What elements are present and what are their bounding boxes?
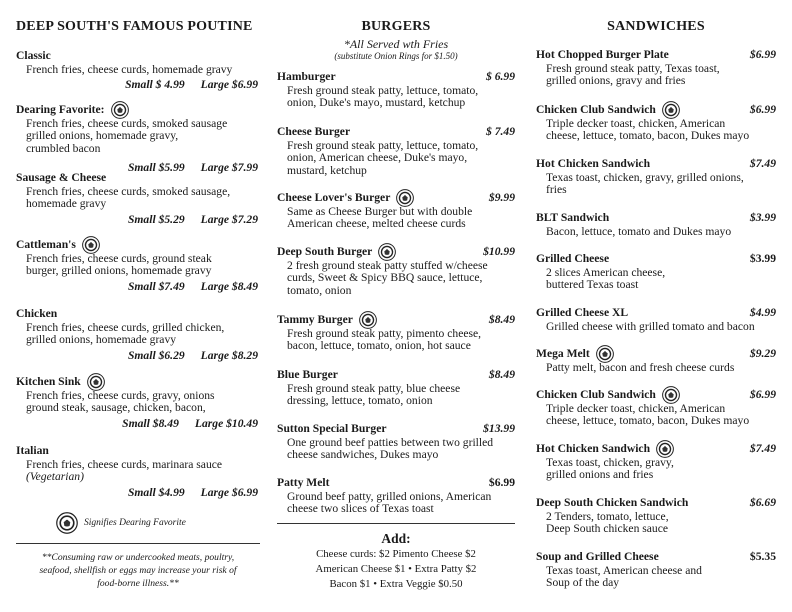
item-note: (Vegetarian) — [26, 470, 84, 484]
small-price: Small $8.49 — [122, 416, 179, 430]
add-ons-line: American Cheese $1 • Extra Patty $2 — [315, 563, 477, 575]
item-desc: American cheese, melted cheese curds — [287, 217, 466, 231]
menu-item-sutton-special-burger — [277, 421, 515, 462]
item-desc: French fries, cheese curds, gravy, onions — [26, 389, 215, 402]
item-desc: cheese two slices of Texas toast — [287, 502, 434, 516]
poutine-title: DEEP SOUTH'S FAMOUS POUTINE — [16, 19, 253, 34]
item-desc: buttered Texas toast — [546, 278, 639, 292]
footnote-line: food-borne illness.** — [97, 578, 179, 589]
item-price: $13.99 — [483, 421, 515, 435]
item-desc: Same as Cheese Burger but with double — [287, 205, 473, 218]
item-desc: onion, American cheese, Duke's mayo, — [287, 151, 468, 165]
item-name: Sausage & Cheese — [16, 170, 107, 184]
burgers-title: BURGERS — [361, 19, 431, 34]
item-desc: cheese, lettuce, tomato, bacon, Dukes mayo — [546, 129, 750, 143]
item-desc: crumbled bacon — [26, 141, 101, 155]
item-desc: One ground beef patties between two grilled — [287, 436, 494, 449]
item-price: $4.99 — [749, 305, 776, 319]
item-price: $8.49 — [488, 367, 515, 381]
item-desc: 2 slices American cheese, — [546, 266, 666, 279]
item-price: $9.99 — [488, 190, 515, 204]
item-desc: mustard, ketchup — [287, 163, 367, 177]
item-name: Hot Chicken Sandwich — [536, 156, 651, 170]
item-desc: Deep South chicken sauce — [546, 522, 669, 536]
item-name: Deep South Burger — [277, 244, 373, 258]
item-desc: Patty melt, bacon and fresh cheese curds — [546, 361, 735, 374]
item-desc: 2 Tenders, tomato, lettuce, — [546, 510, 669, 523]
item-desc: Ground beef patty, grilled onions, American — [287, 490, 492, 503]
item-name: Italian — [16, 443, 49, 457]
favorite-legend — [56, 512, 186, 534]
item-price: $6.99 — [749, 102, 776, 116]
menu-item-hot-chopped-burger-plate — [536, 47, 776, 88]
item-name: BLT Sandwich — [536, 210, 610, 224]
item-desc: ground steak, sausage, chicken, bacon, — [26, 401, 206, 415]
item-price: $ 7.49 — [486, 124, 515, 138]
item-name: Cattleman's — [16, 237, 76, 251]
item-desc: French fries, cheese curds, ground steak — [26, 252, 212, 265]
item-desc: burger, grilled onions, homemade gravy — [26, 264, 212, 278]
item-name: Hamburger — [277, 69, 336, 83]
item-name: Soup and Grilled Cheese — [536, 549, 659, 563]
item-name: Cheese Burger — [277, 124, 351, 138]
menu-item-grilled-cheese — [536, 251, 776, 292]
menu-item-hot-chicken-sandwich — [536, 156, 776, 197]
item-desc: dressing, lettuce, tomato, onion — [287, 394, 433, 408]
menu-item-mega-melt — [536, 346, 776, 374]
footnote-line: **Consuming raw or undercooked meats, poultry, — [41, 552, 235, 563]
item-desc: Texas toast, chicken, gravy, — [546, 456, 674, 469]
menu-item-kitchen-sink — [16, 374, 260, 430]
item-name: Chicken — [16, 306, 58, 320]
item-name: Cheese Lover's Burger — [277, 190, 391, 204]
item-name: Sutton Special Burger — [277, 421, 387, 435]
menu-item-blt-sandwich — [536, 210, 776, 238]
item-price: $3.99 — [749, 210, 776, 224]
item-desc: Triple decker toast, chicken, American — [546, 402, 726, 415]
menu-item-classic — [16, 48, 260, 92]
menu-item-cattlemans — [16, 237, 260, 293]
add-ons-line: Cheese curds: $2 Pimento Cheese $2 — [316, 548, 476, 560]
menu-item-chicken — [16, 306, 260, 362]
menu-item-cheese-lovers-burger — [277, 190, 515, 231]
item-desc: Grilled cheese with grilled tomato and bacon — [546, 320, 755, 333]
item-desc: grilled onions and fries — [546, 468, 654, 482]
item-name: Chicken Club Sandwich — [536, 387, 656, 401]
food-safety-footnote — [16, 551, 260, 590]
item-desc: Triple decker toast, chicken, American — [546, 117, 726, 130]
item-name: Classic — [16, 48, 51, 62]
item-desc: curds, Sweet & Spicy BBQ sauce, lettuce, — [287, 271, 483, 285]
item-name: Blue Burger — [277, 367, 338, 381]
item-price: $8.49 — [488, 312, 515, 326]
item-price: $5.35 — [749, 549, 776, 563]
item-desc: 2 fresh ground steak patty stuffed w/cheese — [287, 259, 488, 272]
item-price: $10.99 — [483, 244, 515, 258]
item-price: $6.99 — [749, 387, 776, 401]
large-price: Large $8.49 — [200, 279, 258, 293]
item-desc: onion, Duke's mayo, mustard, ketchup — [287, 96, 466, 110]
sandwiches-column — [536, 0, 776, 612]
small-price: Small $7.49 — [127, 279, 185, 293]
item-desc: French fries, cheese curds, homemade gravy — [26, 63, 233, 76]
divider — [277, 523, 515, 524]
item-price: $6.69 — [749, 495, 776, 509]
dearing-favorite-badge-icon — [56, 512, 78, 534]
burgers-subnote: (substitute Onion Rings for $1.50) — [334, 51, 458, 61]
menu-item-grilled-cheese-xl — [536, 305, 776, 333]
small-price: Small $6.29 — [127, 348, 185, 362]
item-price: $6.99 — [488, 475, 515, 489]
large-price: Large $8.29 — [200, 348, 258, 362]
item-name: Hot Chicken Sandwich — [536, 441, 651, 455]
item-price: $6.99 — [749, 47, 776, 61]
large-price: Large $7.29 — [200, 212, 258, 226]
item-name: Tammy Burger — [277, 312, 353, 326]
small-price: Small $4.99 — [127, 485, 185, 499]
menu-item-sausage-cheese — [16, 170, 260, 226]
menu-item-deep-south-burger — [277, 244, 515, 297]
menu-item-patty-melt — [277, 475, 515, 516]
item-price: $3.99 — [749, 251, 776, 265]
item-desc: fries — [546, 183, 567, 197]
item-price: $7.49 — [749, 441, 776, 455]
menu-item-italian — [16, 443, 260, 499]
item-desc: cheese, lettuce, tomato, bacon, Dukes mayo — [546, 414, 750, 428]
poutine-column — [16, 0, 260, 612]
item-desc: French fries, cheese curds, smoked sausage — [26, 117, 228, 130]
item-price: $9.29 — [749, 346, 776, 360]
item-name: Patty Melt — [277, 475, 330, 489]
menu-item-dearing-favorite — [16, 102, 260, 175]
small-price: Small $5.99 — [127, 161, 185, 175]
menu-item-cheese-burger — [277, 124, 515, 177]
menu-item-chicken-club-sandwich-2 — [536, 387, 776, 428]
menu-item-soup-and-grilled-cheese — [536, 549, 776, 590]
item-name: Deep South Chicken Sandwich — [536, 495, 689, 509]
menu-item-hot-chicken-sandwich-2 — [536, 441, 776, 482]
large-price: Large $10.49 — [194, 416, 258, 430]
small-price: Small $5.29 — [127, 212, 185, 226]
item-desc: Fresh ground steak patty, lettuce, tomato, — [287, 139, 479, 152]
item-desc: grilled onions, gravy and fries — [546, 74, 686, 88]
item-desc: Texas toast, chicken, gravy, grilled onions, — [546, 171, 744, 184]
item-desc: Fresh ground steak patty, blue cheese — [287, 382, 461, 395]
large-price: Large $7.99 — [200, 161, 258, 175]
large-price: Large $6.99 — [200, 78, 258, 92]
item-price: $ 6.99 — [486, 69, 515, 83]
menu-item-blue-burger — [277, 367, 515, 408]
item-desc: Bacon, lettuce, tomato and Dukes mayo — [546, 225, 732, 238]
divider — [16, 543, 260, 544]
item-desc: Fresh ground steak patty, Texas toast, — [546, 62, 720, 75]
item-name: Kitchen Sink — [16, 374, 81, 388]
menu-item-hamburger — [277, 69, 515, 110]
sandwiches-title: SANDWICHES — [607, 19, 705, 34]
item-desc: tomato, onion — [287, 283, 352, 297]
burgers-subtitle: *All Served wth Fries — [343, 37, 449, 51]
item-name: Dearing Favorite: — [16, 102, 105, 116]
menu-item-deep-south-chicken-sandwich — [536, 495, 776, 536]
small-price: Small $ 4.99 — [125, 78, 185, 92]
item-desc: Soup of the day — [546, 576, 620, 590]
menu-item-chicken-club-sandwich — [536, 102, 776, 143]
large-price: Large $6.99 — [200, 485, 258, 499]
burgers-column — [277, 0, 515, 612]
add-ons-line: Bacon $1 • Extra Veggie $0.50 — [329, 578, 463, 590]
item-name: Grilled Cheese — [536, 251, 610, 265]
footnote-line: seafood, shellfish or eggs may increase your risk of — [39, 565, 237, 576]
item-desc: French fries, cheese curds, smoked sausage, — [26, 185, 231, 198]
item-name: Mega Melt — [536, 346, 590, 360]
item-name: Grilled Cheese XL — [536, 305, 629, 319]
item-desc: cheese sandwiches, Dukes mayo — [287, 448, 439, 462]
item-desc: Fresh ground steak patty, lettuce, tomato, — [287, 84, 479, 97]
item-desc: homemade gravy — [26, 197, 107, 211]
add-ons-title: Add: — [381, 531, 411, 546]
item-desc: grilled onions, homemade gravy — [26, 333, 177, 347]
item-name: Chicken Club Sandwich — [536, 102, 656, 116]
item-price: $7.49 — [749, 156, 776, 170]
item-desc: bacon, lettuce, tomato, onion, hot sauce — [287, 339, 471, 353]
menu-item-tammy-burger — [277, 312, 515, 353]
item-desc: French fries, cheese curds, grilled chicken, — [26, 321, 225, 334]
legend-text: Signifies Dearing Favorite — [84, 518, 186, 528]
item-desc: Texas toast, American cheese and — [546, 564, 702, 577]
item-name: Hot Chopped Burger Plate — [536, 47, 669, 61]
item-desc: Fresh ground steak patty, pimento cheese, — [287, 327, 482, 340]
item-desc: French fries, cheese curds, marinara sauce — [26, 458, 223, 471]
item-desc: grilled onions, homemade gravy, — [26, 129, 179, 143]
